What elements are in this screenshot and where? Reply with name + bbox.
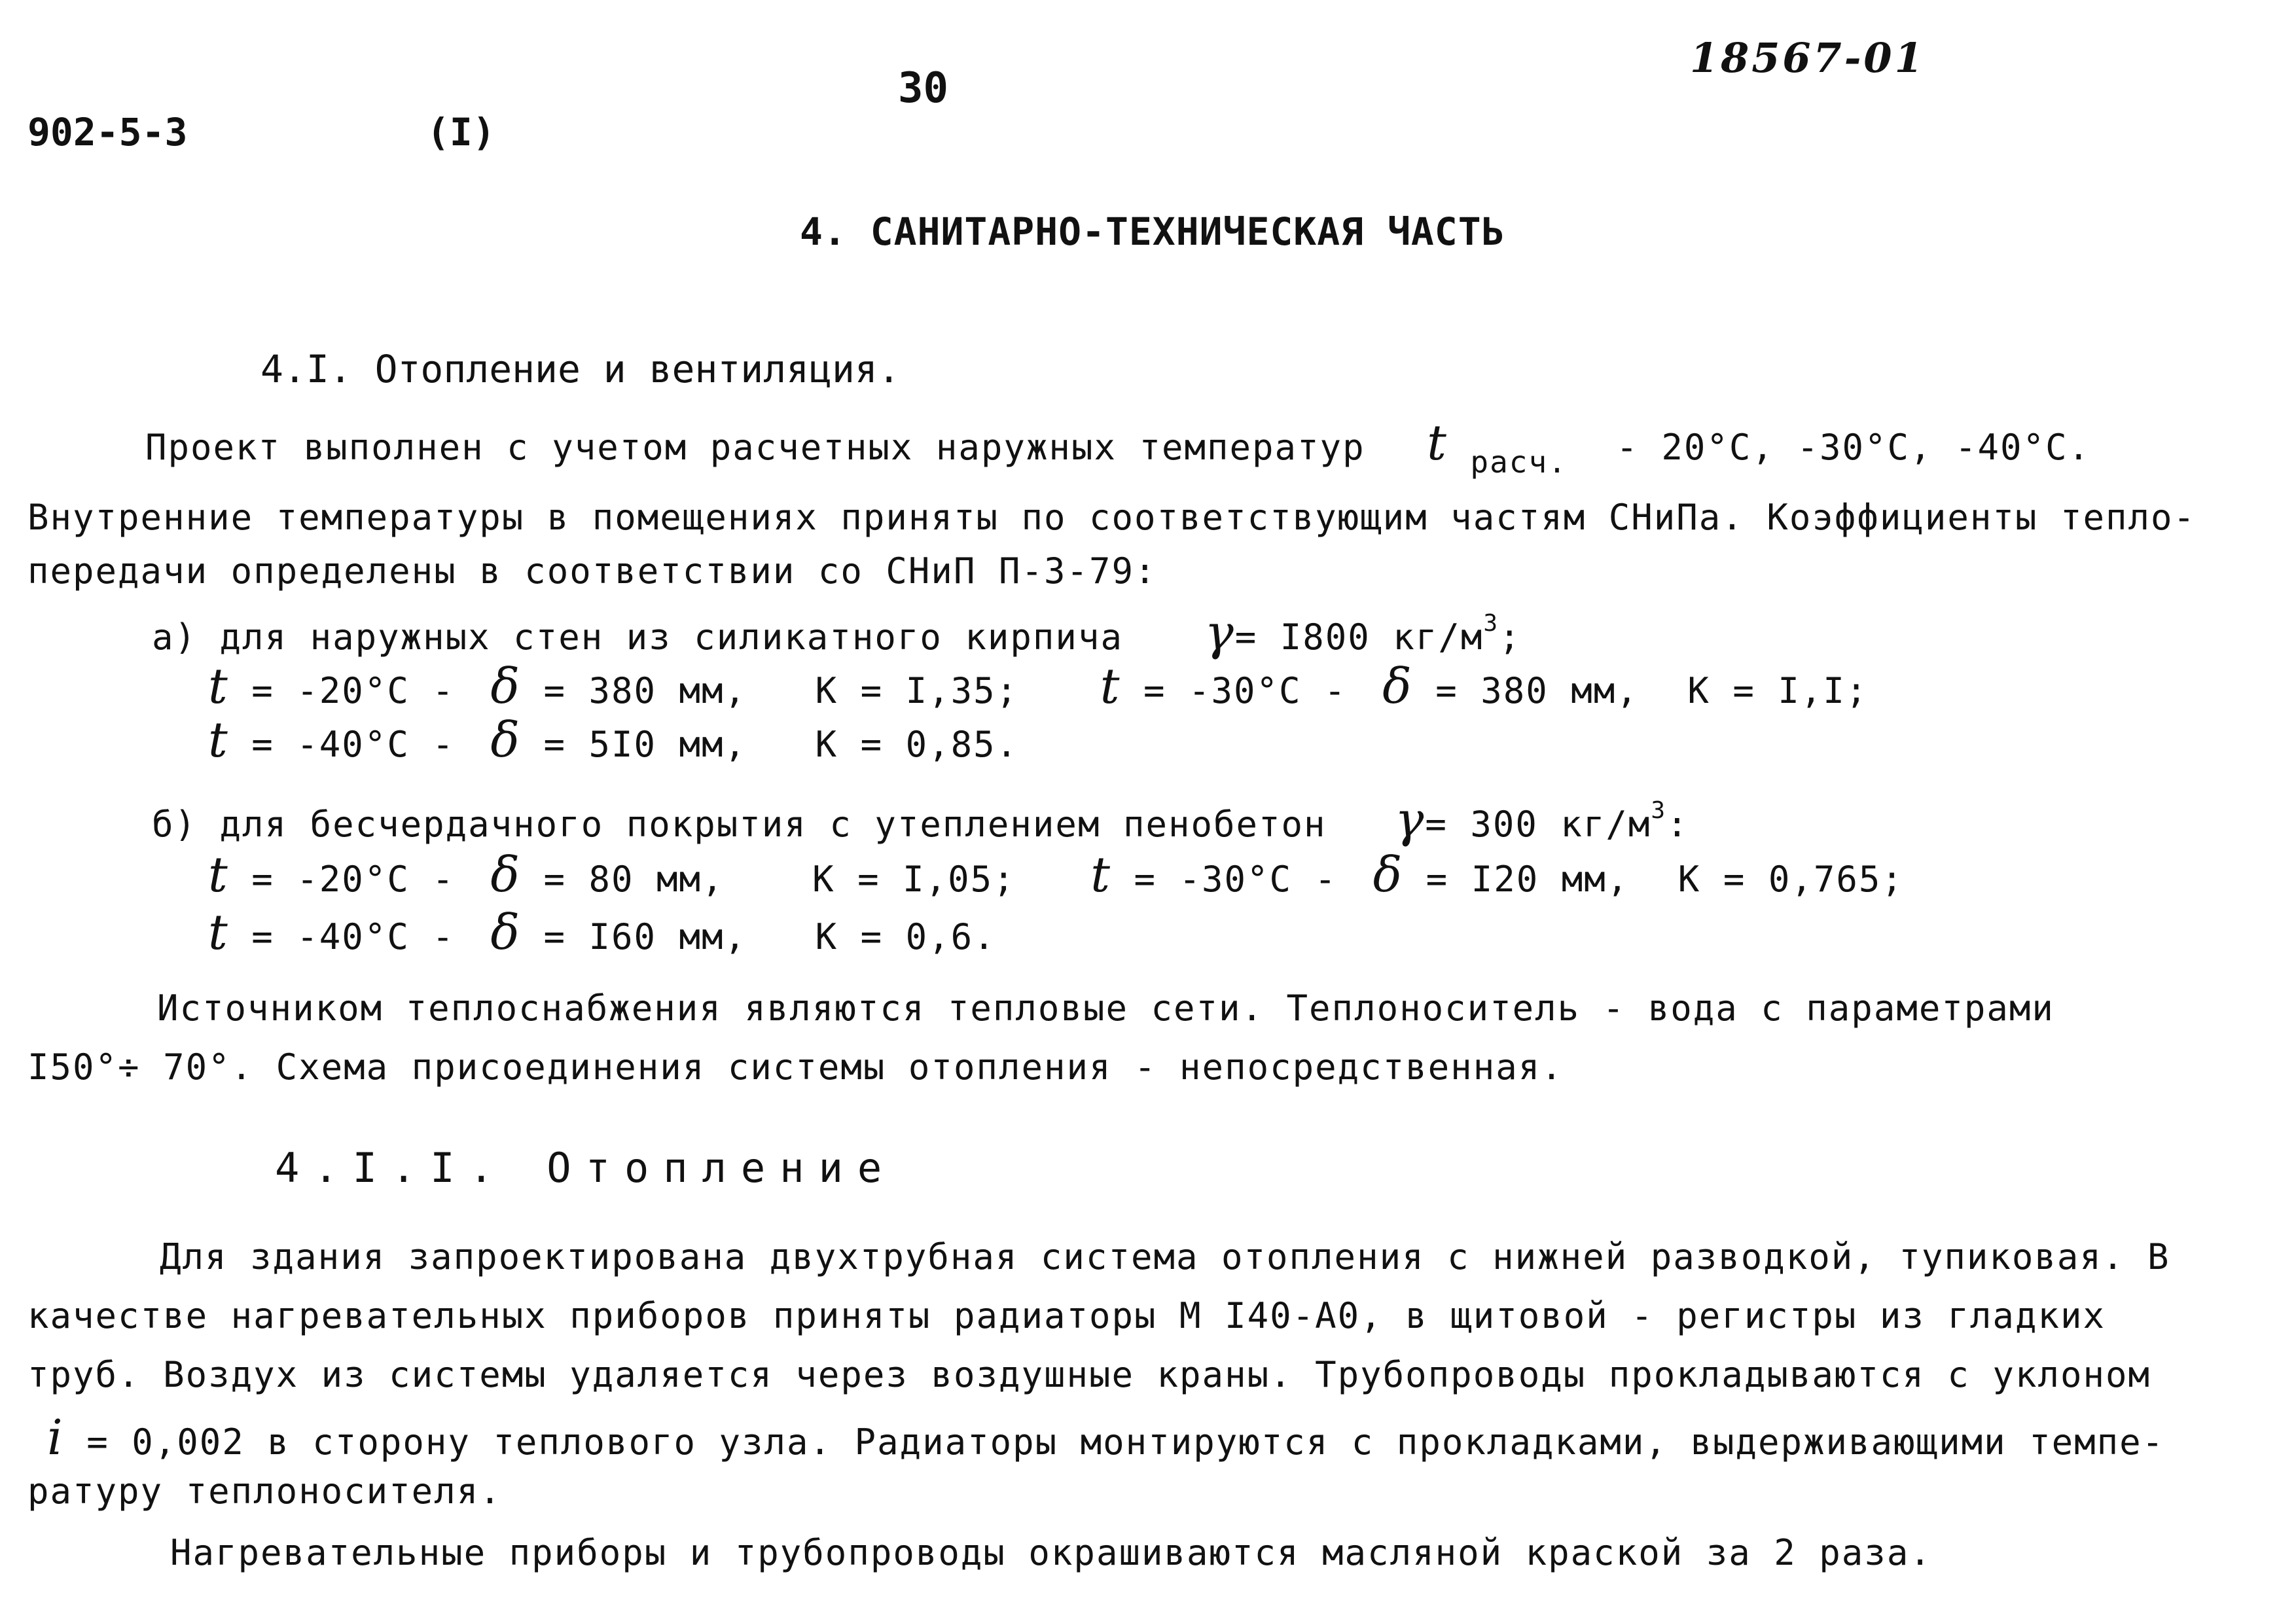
t-symbol: t (1090, 847, 1111, 903)
temp-value: = -40°C - (251, 916, 455, 957)
thickness-value: = 80 мм, (543, 859, 725, 900)
para3-line4 (47, 1410, 2165, 1466)
k-value: К = I,I; (1687, 670, 1869, 711)
delta-symbol: δ (490, 658, 521, 715)
part-number: (I) (427, 110, 495, 154)
slope-symbol: i (47, 1410, 64, 1466)
t-symbol: t (208, 658, 229, 715)
intro-line (145, 415, 2091, 480)
gamma-symbol: γ (1395, 792, 1426, 848)
thickness-value: = 380 мм, (1435, 670, 1639, 711)
temp-value: = -20°C - (251, 670, 455, 711)
gamma-value: = 300 кг/м (1425, 804, 1651, 845)
t-subscript: расч. (1470, 444, 1568, 480)
para3-line4-text: = 0,002 в сторону теплового узла. Радиаторы монтируются с прокладками, выдерживающими темпе- (86, 1421, 2165, 1463)
temp-value: = -30°C - (1143, 670, 1347, 711)
thickness-value: = 380 мм, (543, 670, 747, 711)
gamma-symbol: γ (1204, 605, 1235, 661)
gamma-exponent: 3 (1483, 610, 1499, 637)
delta-symbol: δ (1372, 847, 1404, 903)
item-a-row1 (208, 658, 1869, 715)
para4: Нагревательные приборы и трубопроводы окрашиваются масляной краской за 2 раза. (170, 1532, 1932, 1573)
gamma-exponent: 3 (1651, 797, 1667, 824)
t-symbol: t (208, 847, 229, 903)
document-code: 902-5-3 (27, 110, 188, 154)
para3-line2: качестве нагревательных приборов приняты радиаторы М I40-А0, в щитовой - регистры из гладких (27, 1295, 2106, 1336)
item-b-line (152, 792, 1689, 848)
temp-value: = -30°C - (1134, 859, 1338, 900)
t-symbol: t (1100, 658, 1121, 715)
k-value: К = 0,6. (815, 916, 996, 957)
handwritten-code: 18567-01 (1690, 34, 1926, 82)
para3-line5: ратуру теплоносителя. (27, 1471, 502, 1512)
temp-value: = -40°C - (251, 724, 455, 765)
t-symbol: t (208, 904, 229, 961)
k-value: К = I,35; (815, 670, 1019, 711)
gamma-end: ; (1499, 616, 1522, 658)
subsection-heading-heating: 4.I.I. Отопление (275, 1144, 897, 1192)
thickness-value: = 5I0 мм, (543, 724, 747, 765)
thickness-value: = I60 мм, (543, 916, 747, 957)
t-symbol: t (208, 712, 229, 768)
k-value: К = I,05; (812, 859, 1016, 900)
item-b-row2 (208, 904, 996, 961)
section-title: 4. САНИТАРНО-ТЕХНИЧЕСКАЯ ЧАСТЬ (800, 209, 1505, 254)
para3-line3: труб. Воздух из системы удаляется через воздушные краны. Трубопроводы прокладываются с уклоном (27, 1354, 2151, 1395)
page-number: 30 (898, 64, 949, 113)
item-a-line (152, 605, 1522, 661)
intro-temperatures: - 20°C, -30°C, -40°C. (1616, 427, 2091, 468)
para2-line1: Источником теплоснабжения являются тепловые сети. Теплоноситель - вода с параметрами (157, 988, 2054, 1029)
gamma-end: : (1666, 804, 1689, 845)
para1-line1: Внутренние температуры в помещениях приняты по соответствующим частям СНиПа. Коэффициенты тепло- (27, 497, 2197, 538)
para1-line2: передачи определены в соответствии со СНиП П-3-79: (27, 550, 1157, 592)
para3-line1: Для здания запроектирована двухтрубная система отопления с нижней разводкой, тупиковая. В (160, 1236, 2170, 1277)
k-value: К = 0,85. (815, 724, 1019, 765)
delta-symbol: δ (490, 904, 521, 961)
gamma-value: = I800 кг/м (1234, 616, 1484, 658)
temp-value: = -20°C - (251, 859, 455, 900)
item-b-label: б) для бесчердачного покрытия с утеплением пенобетон (152, 804, 1327, 845)
delta-symbol: δ (490, 712, 521, 768)
intro-text: Проект выполнен с учетом расчетных наружных температур (145, 427, 1365, 468)
delta-symbol: δ (1382, 658, 1413, 715)
k-value: К = 0,765; (1677, 859, 1904, 900)
thickness-value: = I20 мм, (1426, 859, 1630, 900)
para2-line2: I50°÷ 70°. Схема присоединения системы отопления - непосредственная. (27, 1046, 1564, 1088)
delta-symbol: δ (490, 847, 521, 903)
subsection-title: 4.I. Отопление и вентиляция. (260, 347, 901, 391)
t-symbol: t (1427, 415, 1448, 471)
item-b-row1 (208, 847, 1904, 903)
item-a-row2 (208, 712, 1019, 768)
item-a-label: а) для наружных стен из силикатного кирпича (152, 616, 1123, 658)
